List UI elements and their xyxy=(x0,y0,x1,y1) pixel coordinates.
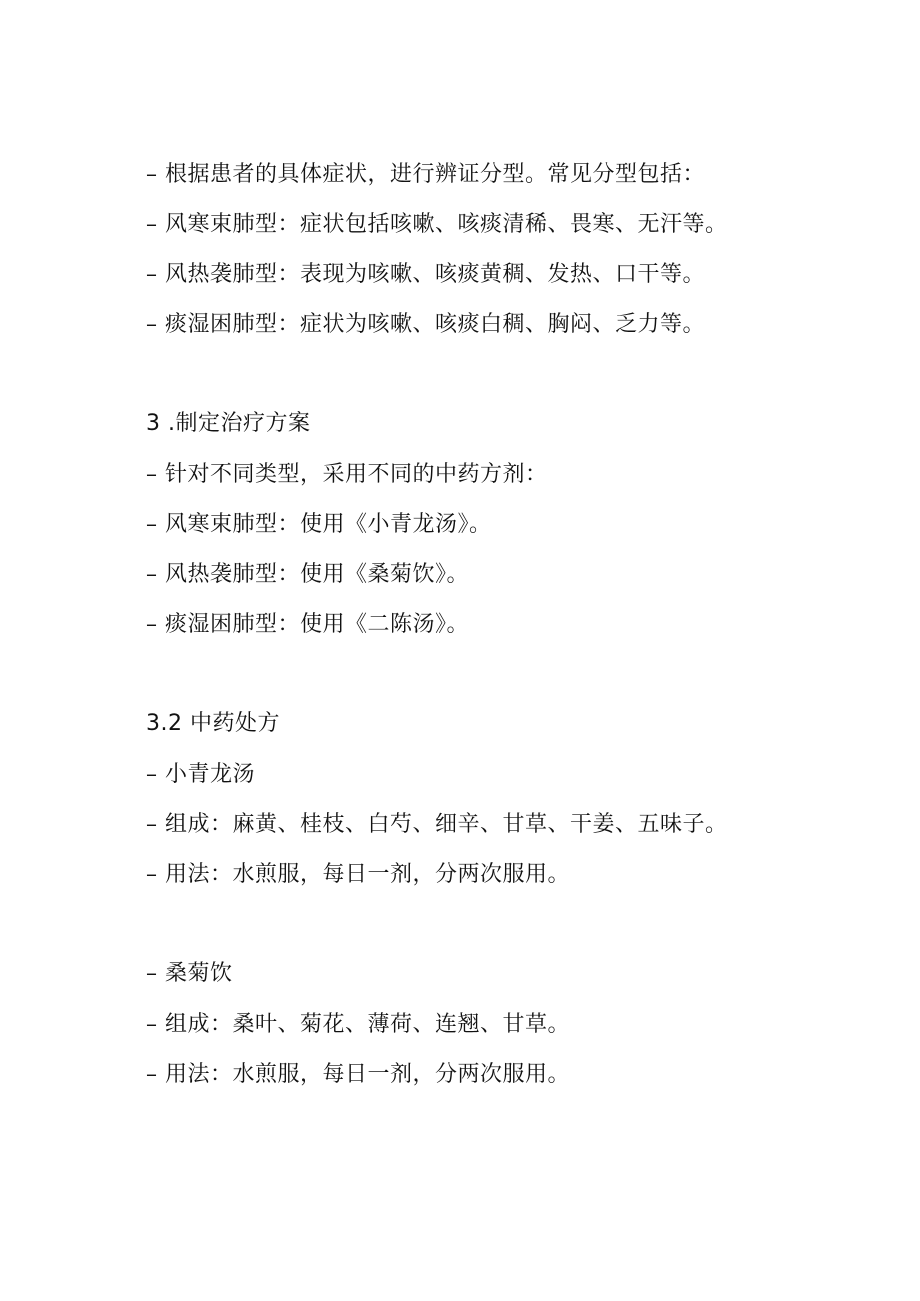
treatment-intro: – 针对不同类型，采用不同的中药方剂： xyxy=(146,462,548,487)
formula-name-xiaoqinglong: – 小青龙汤 xyxy=(146,762,255,787)
diagnosis-intro: – 根据患者的具体症状，进行辨证分型。常见分型包括： xyxy=(146,162,705,187)
diagnosis-item-wind-cold: – 风寒束肺型：症状包括咳嗽、咳痰清稀、畏寒、无汗等。 xyxy=(146,212,728,237)
formula-usage-xiaoqinglong: – 用法：水煎服，每日一剂，分两次服用。 xyxy=(146,862,570,887)
treatment-heading: 3 .制定治疗方案 xyxy=(146,411,311,436)
diagnosis-item-wind-heat: – 风热袭肺型：表现为咳嗽、咳痰黄稠、发热、口干等。 xyxy=(146,262,705,287)
prescription-heading: 3.2 中药处方 xyxy=(146,711,280,736)
formula-composition-sangju: – 组成：桑叶、菊花、薄荷、连翘、甘草。 xyxy=(146,1012,570,1037)
treatment-item-phlegm-damp: – 痰湿困肺型：使用《二陈汤》。 xyxy=(146,612,469,637)
treatment-item-wind-heat: – 风热袭肺型：使用《桑菊饮》。 xyxy=(146,562,469,587)
formula-name-sangju: – 桑菊饮 xyxy=(146,961,233,986)
formula-composition-xiaoqinglong: – 组成：麻黄、桂枝、白芍、细辛、甘草、干姜、五味子。 xyxy=(146,812,728,837)
formula-usage-sangju: – 用法：水煎服，每日一剂，分两次服用。 xyxy=(146,1062,570,1087)
treatment-item-wind-cold: – 风寒束肺型：使用《小青龙汤》。 xyxy=(146,512,492,537)
diagnosis-item-phlegm-damp: – 痰湿困肺型：症状为咳嗽、咳痰白稠、胸闷、乏力等。 xyxy=(146,312,705,337)
